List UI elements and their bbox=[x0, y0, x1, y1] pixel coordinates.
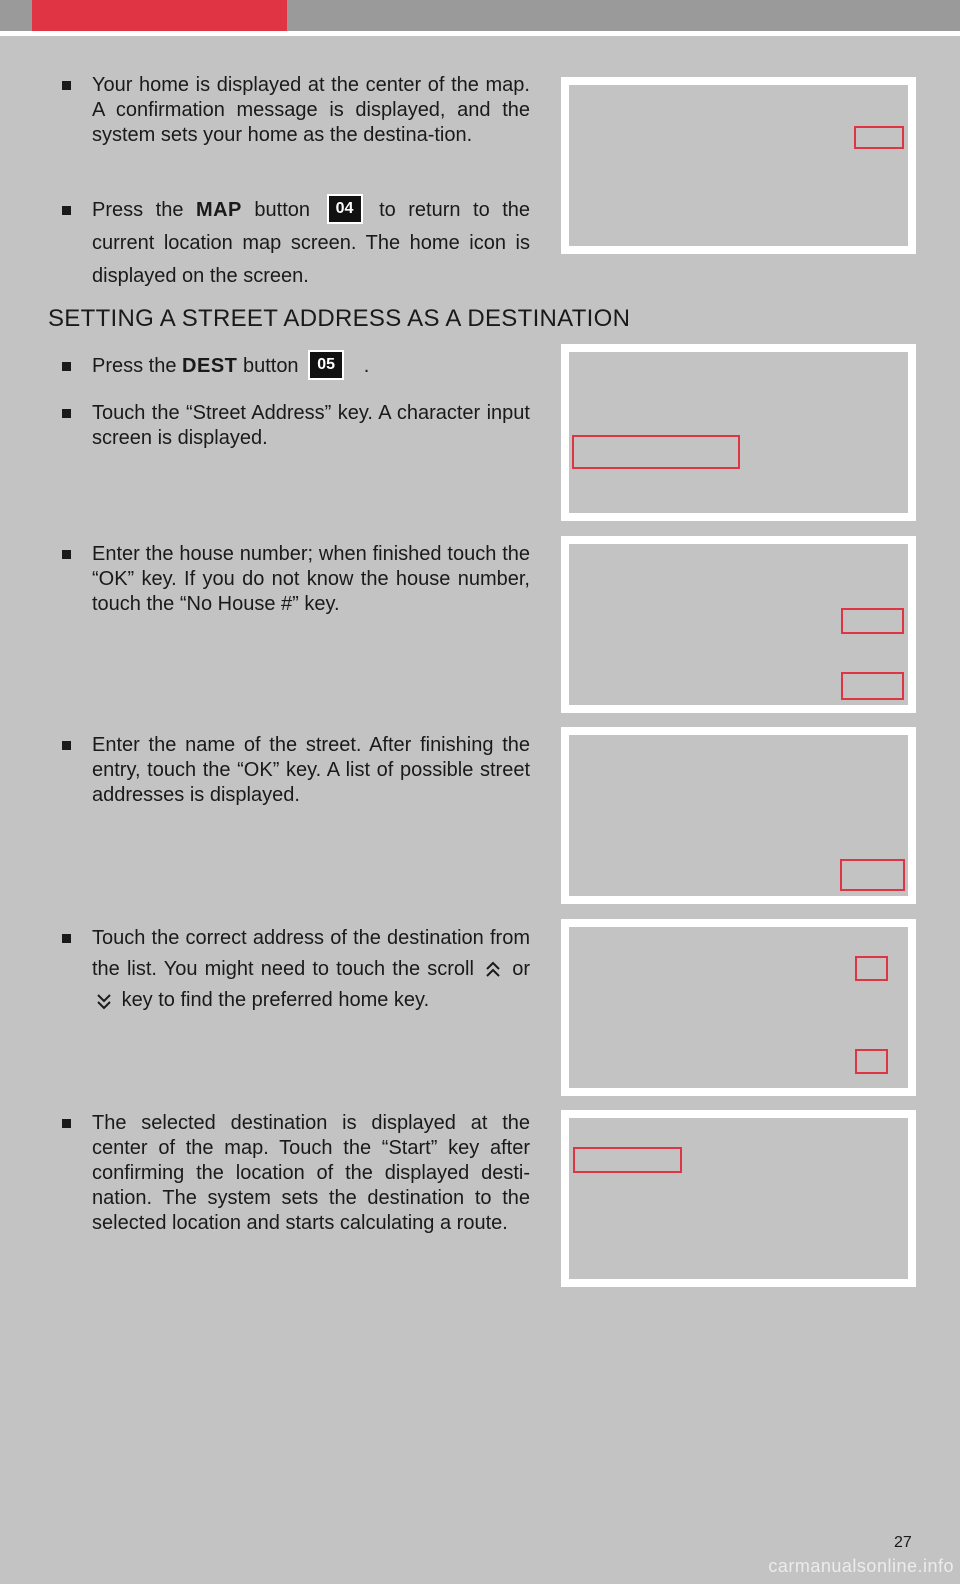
highlight-box bbox=[841, 672, 904, 700]
bullet-text bbox=[92, 194, 530, 293]
bullet-selected-destination bbox=[62, 1111, 530, 1236]
bullet-square-icon bbox=[62, 206, 71, 215]
bullet-square-icon bbox=[62, 362, 71, 371]
screenshot-address-list bbox=[561, 919, 916, 1096]
screenshot-area bbox=[569, 352, 908, 513]
dest-key-badge: 05 bbox=[308, 350, 344, 380]
bullet-square-icon bbox=[62, 550, 71, 559]
map-button-label: MAP bbox=[195, 199, 242, 221]
correct-before-text: Touch the correct address of the destination from the list. You might need to touch the scroll bbox=[92, 927, 530, 980]
bullet-text: Touch the “Street Address” key. A character input screen is displayed. bbox=[92, 402, 530, 449]
highlight-box bbox=[840, 859, 905, 891]
dest-button-word: button bbox=[242, 355, 299, 377]
map-after-text: to return to the current location map screen. The home icon is displayed on the screen. bbox=[92, 199, 530, 287]
bullet-text: Enter the name of the street. After finishing the entry, touch the “OK” key. A list of possible street addresses is displayed. bbox=[92, 734, 530, 806]
screenshot-area bbox=[569, 1118, 908, 1279]
bullet-correct-address bbox=[62, 923, 530, 1016]
correct-after-text: key to find the preferred home key. bbox=[121, 989, 430, 1011]
bullet-text bbox=[92, 350, 530, 383]
highlight-box bbox=[572, 435, 740, 469]
header-rule bbox=[0, 31, 960, 36]
screenshot-area bbox=[569, 85, 908, 246]
bullet-home-center bbox=[62, 73, 530, 148]
screenshot-area bbox=[569, 927, 908, 1088]
bullet-square-icon bbox=[62, 81, 71, 90]
bullet-square-icon bbox=[62, 1119, 71, 1128]
map-press-text: Press the bbox=[92, 199, 184, 221]
screenshot-house-number-input bbox=[561, 536, 916, 713]
section-heading: SETTING A STREET ADDRESS AS A DESTINATION bbox=[48, 305, 631, 332]
bullet-street-name bbox=[62, 733, 530, 808]
dest-button-label: DEST bbox=[182, 355, 238, 377]
highlight-box bbox=[841, 608, 904, 634]
watermark: carmanualsonline.info bbox=[768, 1556, 954, 1576]
screenshot-area bbox=[569, 544, 908, 705]
bullet-house-number bbox=[62, 542, 530, 617]
dest-after-text: . bbox=[363, 355, 370, 377]
bullet-map-button bbox=[62, 194, 530, 293]
correct-or-text: or bbox=[512, 958, 530, 980]
header-bar bbox=[0, 0, 960, 31]
screenshot-area bbox=[569, 735, 908, 896]
header-accent-tab bbox=[32, 0, 287, 31]
bullet-text: Enter the house number; when finished touch the “OK” key. If you do not know the house number, touch the “No House #” key. bbox=[92, 543, 530, 615]
bullet-square-icon bbox=[62, 934, 71, 943]
screenshot-home-confirm bbox=[561, 77, 916, 254]
screenshot-destination-menu bbox=[561, 344, 916, 521]
bullet-dest-button bbox=[62, 350, 530, 383]
bullet-text: Your home is displayed at the center of the map. A confirmation message is displayed, and the system sets your home as the destina-tion. bbox=[92, 74, 530, 146]
page-number: 27 bbox=[894, 1534, 912, 1551]
bullet-street-address-key bbox=[62, 401, 530, 451]
double-chevron-up-icon bbox=[481, 959, 505, 981]
bullet-text bbox=[92, 923, 530, 1016]
bullet-square-icon bbox=[62, 409, 71, 418]
screenshot-street-name-input bbox=[561, 727, 916, 904]
screenshot-destination-map bbox=[561, 1110, 916, 1287]
highlight-box bbox=[855, 1049, 888, 1074]
dest-press-text: Press the bbox=[92, 355, 177, 377]
highlight-box bbox=[855, 956, 888, 981]
highlight-box bbox=[854, 126, 904, 149]
bullet-square-icon bbox=[62, 741, 71, 750]
map-key-badge: 04 bbox=[327, 194, 363, 224]
highlight-box bbox=[573, 1147, 682, 1173]
map-button-word: button bbox=[254, 199, 311, 221]
double-chevron-down-icon bbox=[92, 990, 116, 1012]
bullet-text: The selected destination is displayed at the center of the map. Touch the “Start” key after confirming the location of the displayed desti-nation. The system sets the destination to the selected location and starts calculating a route. bbox=[92, 1112, 530, 1234]
